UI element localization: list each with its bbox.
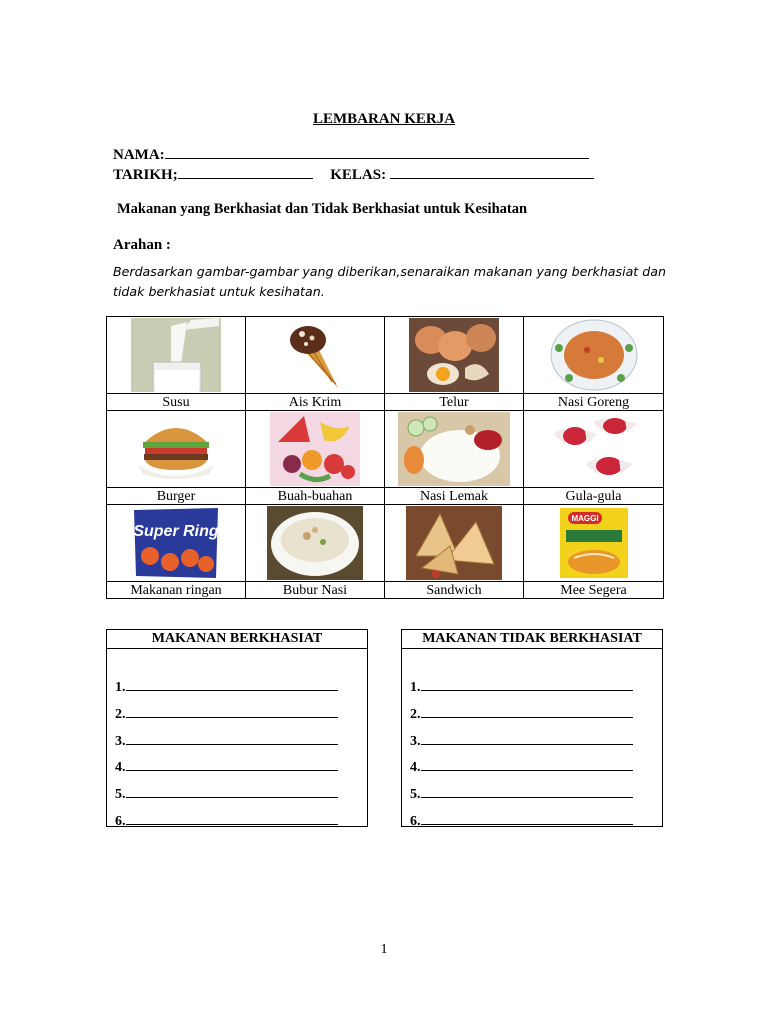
snack-pack-text: Super Ring	[133, 523, 219, 540]
food-label: Bubur Nasi	[282, 582, 348, 598]
food-label-cell	[107, 488, 246, 505]
food-label-cell	[107, 582, 246, 599]
food-cell-ais-krim	[246, 317, 385, 394]
eggs-icon	[409, 318, 499, 392]
fried-rice-plate-icon	[549, 318, 639, 392]
food-cell-telur	[385, 317, 524, 394]
food-cell-susu	[107, 317, 246, 394]
food-cell-nasi-goreng	[524, 317, 664, 394]
food-cell-bubur-nasi	[246, 505, 385, 582]
healthy-answer-line[interactable]: 3.	[115, 731, 338, 750]
tarikh-label: TARIKH;	[113, 167, 178, 183]
food-label: Susu	[162, 394, 190, 410]
unhealthy-answer-line[interactable]: 5.	[410, 784, 633, 803]
porridge-bowl-icon	[267, 506, 363, 580]
food-label: Ais Krim	[288, 394, 342, 410]
tarikh-field[interactable]	[178, 166, 313, 179]
food-label-cell	[385, 394, 524, 411]
unhealthy-answer-line[interactable]: 1.	[410, 677, 633, 696]
healthy-answer-line[interactable]: 6.	[115, 811, 338, 830]
nama-row	[113, 146, 589, 164]
tarikh-kelas-row	[113, 166, 594, 184]
unhealthy-answer-line[interactable]: 6.	[410, 811, 633, 830]
kelas-field[interactable]	[390, 166, 594, 179]
food-label: Nasi Lemak	[419, 488, 489, 504]
nasi-lemak-plate-icon	[398, 412, 510, 486]
food-cell-gula-gula	[524, 411, 664, 488]
food-label: Sandwich	[426, 582, 482, 598]
food-label-cell	[246, 582, 385, 599]
food-label: Buah-buahan	[277, 488, 353, 504]
food-label-cell	[524, 488, 664, 505]
food-label: Burger	[156, 488, 196, 504]
healthy-answer-line[interactable]: 2.	[115, 704, 338, 723]
unhealthy-answer-line[interactable]: 3.	[410, 731, 633, 750]
healthy-food-title: MAKANAN BERKHASIAT	[107, 630, 367, 649]
instruction-text: Berdasarkan gambar-gambar yang diberikan,senaraikan makanan yang berkhasiat dan tidak berkhasiat untuk kesihatan.	[113, 264, 666, 299]
healthy-food-box	[106, 629, 368, 827]
sandwich-icon	[406, 506, 502, 580]
food-label-cell	[246, 394, 385, 411]
fruits-icon	[270, 412, 360, 486]
food-label: Nasi Goreng	[557, 394, 630, 410]
nama-field[interactable]	[165, 146, 589, 159]
food-label-cell	[524, 394, 664, 411]
noodle-pack-text: MAGGI	[570, 514, 599, 523]
page-number: 1	[380, 942, 388, 957]
healthy-answer-line[interactable]: 1.	[115, 677, 338, 696]
food-cell-sandwich	[385, 505, 524, 582]
unhealthy-food-title: MAKANAN TIDAK BERKHASIAT	[402, 630, 662, 649]
food-label: Gula-gula	[565, 488, 622, 504]
unhealthy-answer-line[interactable]: 4.	[410, 757, 633, 776]
healthy-answer-line[interactable]: 5.	[115, 784, 338, 803]
food-label: Makanan ringan	[130, 582, 222, 598]
food-cell-makanan-ringan	[107, 505, 246, 582]
subject-heading: Makanan yang Berkhasiat dan Tidak Berkhasiat untuk Kesihatan	[117, 201, 528, 217]
unhealthy-food-box	[401, 629, 663, 827]
burger-icon	[131, 412, 221, 486]
food-label-cell	[385, 582, 524, 599]
food-label: Mee Segera	[560, 582, 627, 598]
snack-pack-icon	[130, 506, 222, 580]
food-label-cell	[385, 488, 524, 505]
food-label-cell	[246, 488, 385, 505]
food-cell-buah-buahan	[246, 411, 385, 488]
ice-cream-cone-icon	[280, 318, 350, 392]
worksheet-title: LEMBARAN KERJA	[312, 111, 456, 127]
kelas-label: KELAS:	[330, 167, 387, 183]
unhealthy-answer-line[interactable]: 2.	[410, 704, 633, 723]
arahan-label: Arahan :	[113, 237, 171, 253]
food-label: Telur	[439, 394, 469, 410]
candy-icon	[549, 412, 639, 486]
food-cell-nasi-lemak	[385, 411, 524, 488]
food-label-cell	[524, 582, 664, 599]
milk-glass-icon	[131, 318, 221, 392]
nama-label: NAMA:	[113, 147, 165, 163]
food-cell-mee-segera	[524, 505, 664, 582]
food-picture-table	[106, 316, 664, 599]
healthy-answer-line[interactable]: 4.	[115, 757, 338, 776]
instant-noodle-pack-icon	[556, 506, 632, 580]
food-label-cell	[107, 394, 246, 411]
food-cell-burger	[107, 411, 246, 488]
